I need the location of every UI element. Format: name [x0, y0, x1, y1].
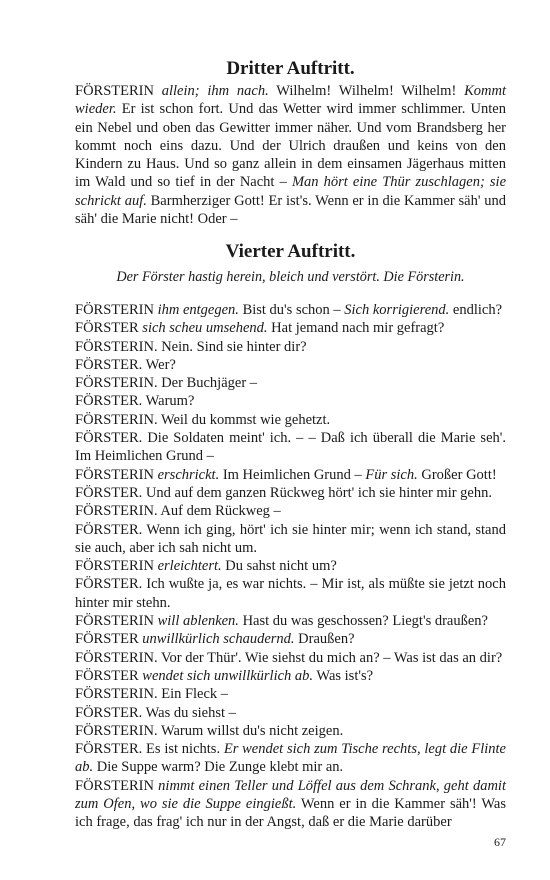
- dialog-text: FÖRSTERIN. Nein. Sind sie hinter dir?: [75, 338, 307, 355]
- dialog-line: [75, 374, 506, 392]
- dialog-line: [75, 502, 506, 520]
- stage-direction-text: Man hört eine Thür zuschlagen; sie schrickt auf.: [75, 174, 507, 209]
- dialog-text: Hat jemand nach mir gefragt?: [267, 320, 445, 337]
- dialog-line: [75, 722, 506, 740]
- dialog-text: FÖRSTERIN: [75, 613, 158, 630]
- dialog-line: [75, 685, 506, 703]
- dialog-text: Wenn er in die Kammer säh'! Was ich frage, das frag' ich nur in der Angst, daß er die Marie darüber: [75, 796, 507, 831]
- dialog-text: FÖRSTER. Es ist nichts.: [75, 741, 224, 758]
- stage-direction-text: nimmt einen Teller und Löffel aus dem Schrank, geht damit zum Ofen, wo sie die Suppe eingießt.: [75, 777, 506, 813]
- dialog-text: Bist du's schon –: [238, 302, 345, 318]
- stage-direction-text: ihm entgegen.: [157, 302, 239, 318]
- scene-3-paragraph: [75, 82, 506, 228]
- dialog-line: [75, 740, 506, 777]
- dialog-line: [75, 484, 506, 502]
- dialog-text: FÖRSTER. Und auf dem ganzen Rückweg hört' ich sie hinter mir gehn.: [75, 484, 492, 501]
- dialog-text: FÖRSTER. Ich wußte ja, es war nichts. – Mir ist, als müßte sie jetzt noch hinter mir stehn.: [75, 576, 506, 611]
- dialog-text: FÖRSTERIN. Vor der Thür'. Wie siehst du mich an? – Was ist das an dir?: [75, 649, 503, 666]
- dialog-text: FÖRSTER: [75, 631, 143, 648]
- dialog-line: [75, 777, 506, 832]
- dialog-line: [75, 667, 506, 685]
- dialog-line: [75, 575, 506, 612]
- dialog-text: Was ist's?: [313, 667, 374, 684]
- stage-direction-text: Er wendet sich zum Tische rechts, legt die Flinte ab.: [75, 741, 506, 776]
- dialog-text: Draußen?: [294, 631, 355, 648]
- dialog-text: FÖRSTERIN: [75, 777, 159, 794]
- dialog-line: [75, 466, 506, 484]
- stage-direction: Der Förster hastig herein, bleich und verstört. Die Försterin.: [116, 269, 465, 285]
- dialog-text: FÖRSTER. Die Soldaten meint' ich. – – Daß ich überall die Marie seh'. Im Heimlichen Grund –: [75, 430, 506, 465]
- dialog-text: Hast du was geschossen? Liegt's draußen?: [238, 613, 488, 630]
- dialog-text: FÖRSTER: [75, 667, 143, 684]
- dialog-line: [75, 557, 506, 575]
- dialog-line: [75, 649, 506, 667]
- stage-direction-text: Sich korrigierend.: [344, 302, 450, 318]
- dialog-text: FÖRSTERIN: [75, 466, 158, 483]
- stage-direction-text: sich scheu umsehend.: [142, 320, 268, 337]
- dialog-text: Du sahst nicht um?: [221, 558, 337, 575]
- dialog-text: FÖRSTERIN: [75, 302, 158, 318]
- dialog-text: Die Suppe warm? Die Zunge klebt mir an.: [93, 759, 344, 776]
- stage-direction-text: allein; ihm nach.: [161, 83, 269, 99]
- dialog-line: [75, 630, 506, 648]
- dialog-line: [75, 301, 506, 319]
- dialog-text: FÖRSTERIN: [75, 83, 162, 99]
- stage-direction-text: will ablenken.: [157, 613, 239, 630]
- dialog-line: [75, 356, 506, 374]
- dialog-line: [75, 704, 506, 722]
- dialog-text: FÖRSTER. Was du siehst –: [75, 704, 236, 721]
- dialog-line: [75, 429, 506, 466]
- dialog-line: [75, 612, 506, 630]
- dialog-text: Im Heimlichen Grund –: [219, 466, 366, 483]
- scene-3-heading: Dritter Auftritt.: [226, 58, 355, 79]
- page-number: 67: [494, 835, 506, 849]
- dialog-text: FÖRSTERIN. Der Buchjäger –: [75, 375, 258, 392]
- dialog-line: [75, 392, 506, 410]
- dialog-line: [75, 338, 506, 356]
- dialog-text: FÖRSTERIN. Warum willst du's nicht zeigen.: [75, 722, 344, 739]
- dialog-text: Barmherziger Gott! Er ist's. Wenn er in die Kammer säh' und säh' die Marie nicht! Oder –: [75, 192, 506, 228]
- stage-direction-text: wendet sich unwillkürlich ab.: [142, 667, 314, 684]
- dialog-line: [75, 319, 506, 337]
- dialog-line: [75, 411, 506, 429]
- stage-direction-text: unwillkürlich schaudernd.: [142, 631, 295, 648]
- stage-direction-text: erschrickt.: [157, 466, 220, 483]
- dialog-text: FÖRSTER. Wer?: [75, 356, 176, 373]
- dialog-block: [75, 301, 506, 832]
- dialog-text: FÖRSTERIN. Ein Fleck –: [75, 686, 229, 703]
- dialog-text: Wilhelm! Wilhelm! Wilhelm!: [268, 83, 465, 99]
- stage-direction-text: erleichtert.: [157, 558, 222, 575]
- dialog-text: FÖRSTERIN. Weil du kommst wie gehetzt.: [75, 411, 331, 428]
- dialog-text: Er ist schon fort. Und das Wetter wird immer schlimmer. Unten ein Nebel und oben das Gewitter immer näher. Und vom Brandsberg her kommt noch eins dazu. Und der Ulrich draußen und keins von den Kindern zu Haus. Und so ganz allein in dem einsamen Jägerhaus mitten im Wald und so tief in der Nacht –: [75, 101, 506, 191]
- dialog-text: FÖRSTER: [75, 320, 143, 337]
- dialog-text: endlich?: [449, 302, 503, 318]
- dialog-text: FÖRSTER. Wenn ich ging, hört' ich sie hinter mir; wenn ich stand, stand sie auch, aber ich sah nicht um.: [75, 521, 506, 556]
- dialog-text: FÖRSTERIN. Auf dem Rückweg –: [75, 503, 281, 520]
- stage-direction-text: Kommt wieder.: [75, 83, 506, 118]
- dialog-text: FÖRSTERIN: [75, 558, 158, 575]
- stage-direction-text: Für sich.: [365, 466, 418, 483]
- dialog-text: Großer Gott!: [417, 466, 497, 483]
- dialog-line: [75, 521, 506, 558]
- dialog-text: FÖRSTER. Warum?: [75, 393, 195, 410]
- scene-4-heading: Vierter Auftritt.: [225, 241, 356, 262]
